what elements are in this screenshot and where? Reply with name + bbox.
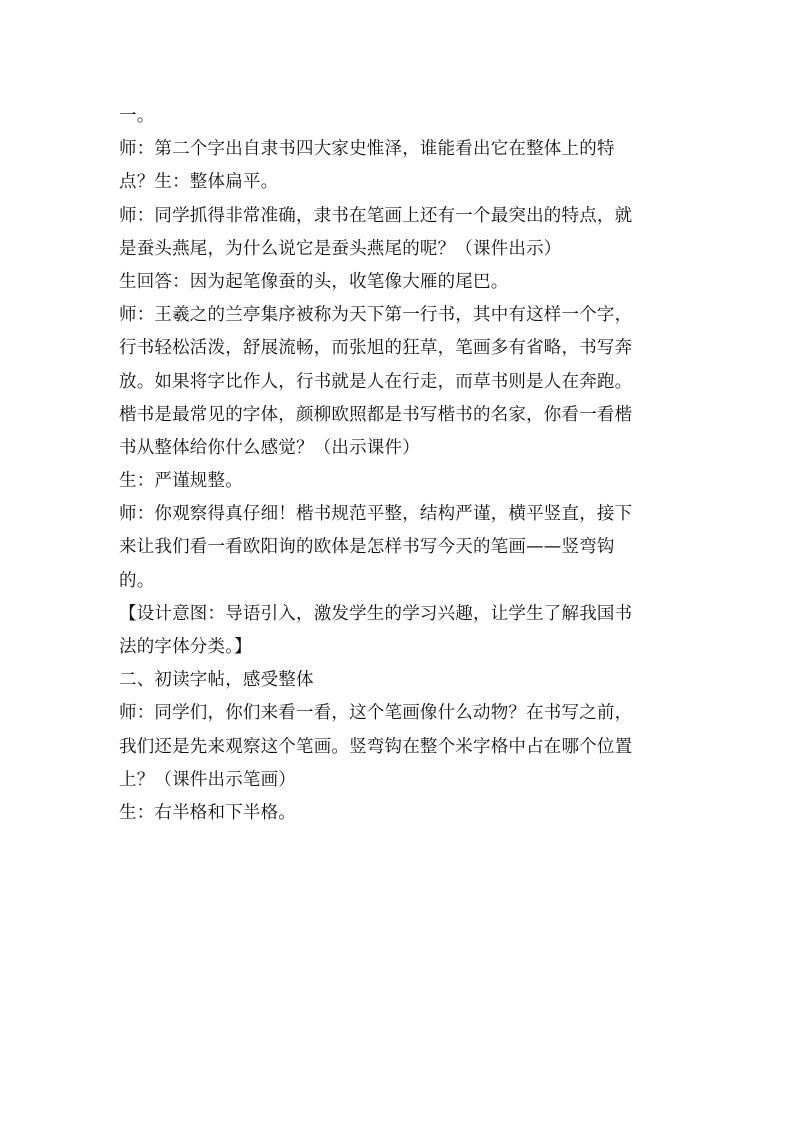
text-line: 生：严谨规整。	[119, 471, 243, 492]
text-line: 放。如果将字比作人，行书就是人在行走，而草书则是人在奔跑。	[119, 371, 633, 392]
text-line: 生：右半格和下半格。	[119, 802, 296, 823]
section-heading: 二、初读字帖，感受整体	[119, 670, 314, 691]
text-line: 是蚕头燕尾，为什么说它是蚕头燕尾的呢？（课件出示）	[119, 238, 562, 259]
text-line: 师：第二个字出自隶书四大家史惟泽，谁能看出它在整体上的特	[119, 139, 615, 160]
text-line: 师：王羲之的兰亭集序被称为天下第一行书，其中有这样一个字，	[119, 305, 633, 326]
text-line: 师：你观察得真仔细！楷书规范平整，结构严谨，横平竖直，接下	[119, 504, 633, 525]
text-line: 的。	[119, 570, 155, 591]
text-line: 来让我们看一看欧阳询的欧体是怎样书写今天的笔画——竖弯钩	[119, 537, 615, 558]
text-line: 我们还是先来观察这个笔画。竖弯钩在整个米字格中占在哪个位置	[119, 736, 633, 757]
text-line: 楷书是最常见的字体，颜柳欧照都是书写楷书的名家，你看一看楷	[119, 404, 633, 425]
text-line: 行书轻松活泼，舒展流畅，而张旭的狂草，笔画多有省略，书写奔	[119, 338, 633, 359]
text-line: 点？生：整体扁平。	[119, 172, 279, 193]
text-line: 师：同学抓得非常准确，隶书在笔画上还有一个最突出的特点，就	[119, 205, 633, 226]
design-intent-line: 【设计意图：导语引入，激发学生的学习兴趣，让学生了解我国书	[119, 603, 633, 624]
text-line: 上？（课件出示笔画）	[119, 769, 296, 790]
text-line: 书从整体给你什么感觉？（出示课件）	[119, 437, 420, 458]
document-body	[119, 100, 679, 830]
design-intent-line: 法的字体分类。】	[119, 637, 252, 657]
text-line: 师：同学们，你们来看一看，这个笔画像什么动物？在书写之前，	[119, 703, 633, 724]
text-line: 生回答：因为起笔像蚕的头，收笔像大雁的尾巴。	[119, 271, 509, 292]
text-line: 一。	[119, 106, 155, 126]
